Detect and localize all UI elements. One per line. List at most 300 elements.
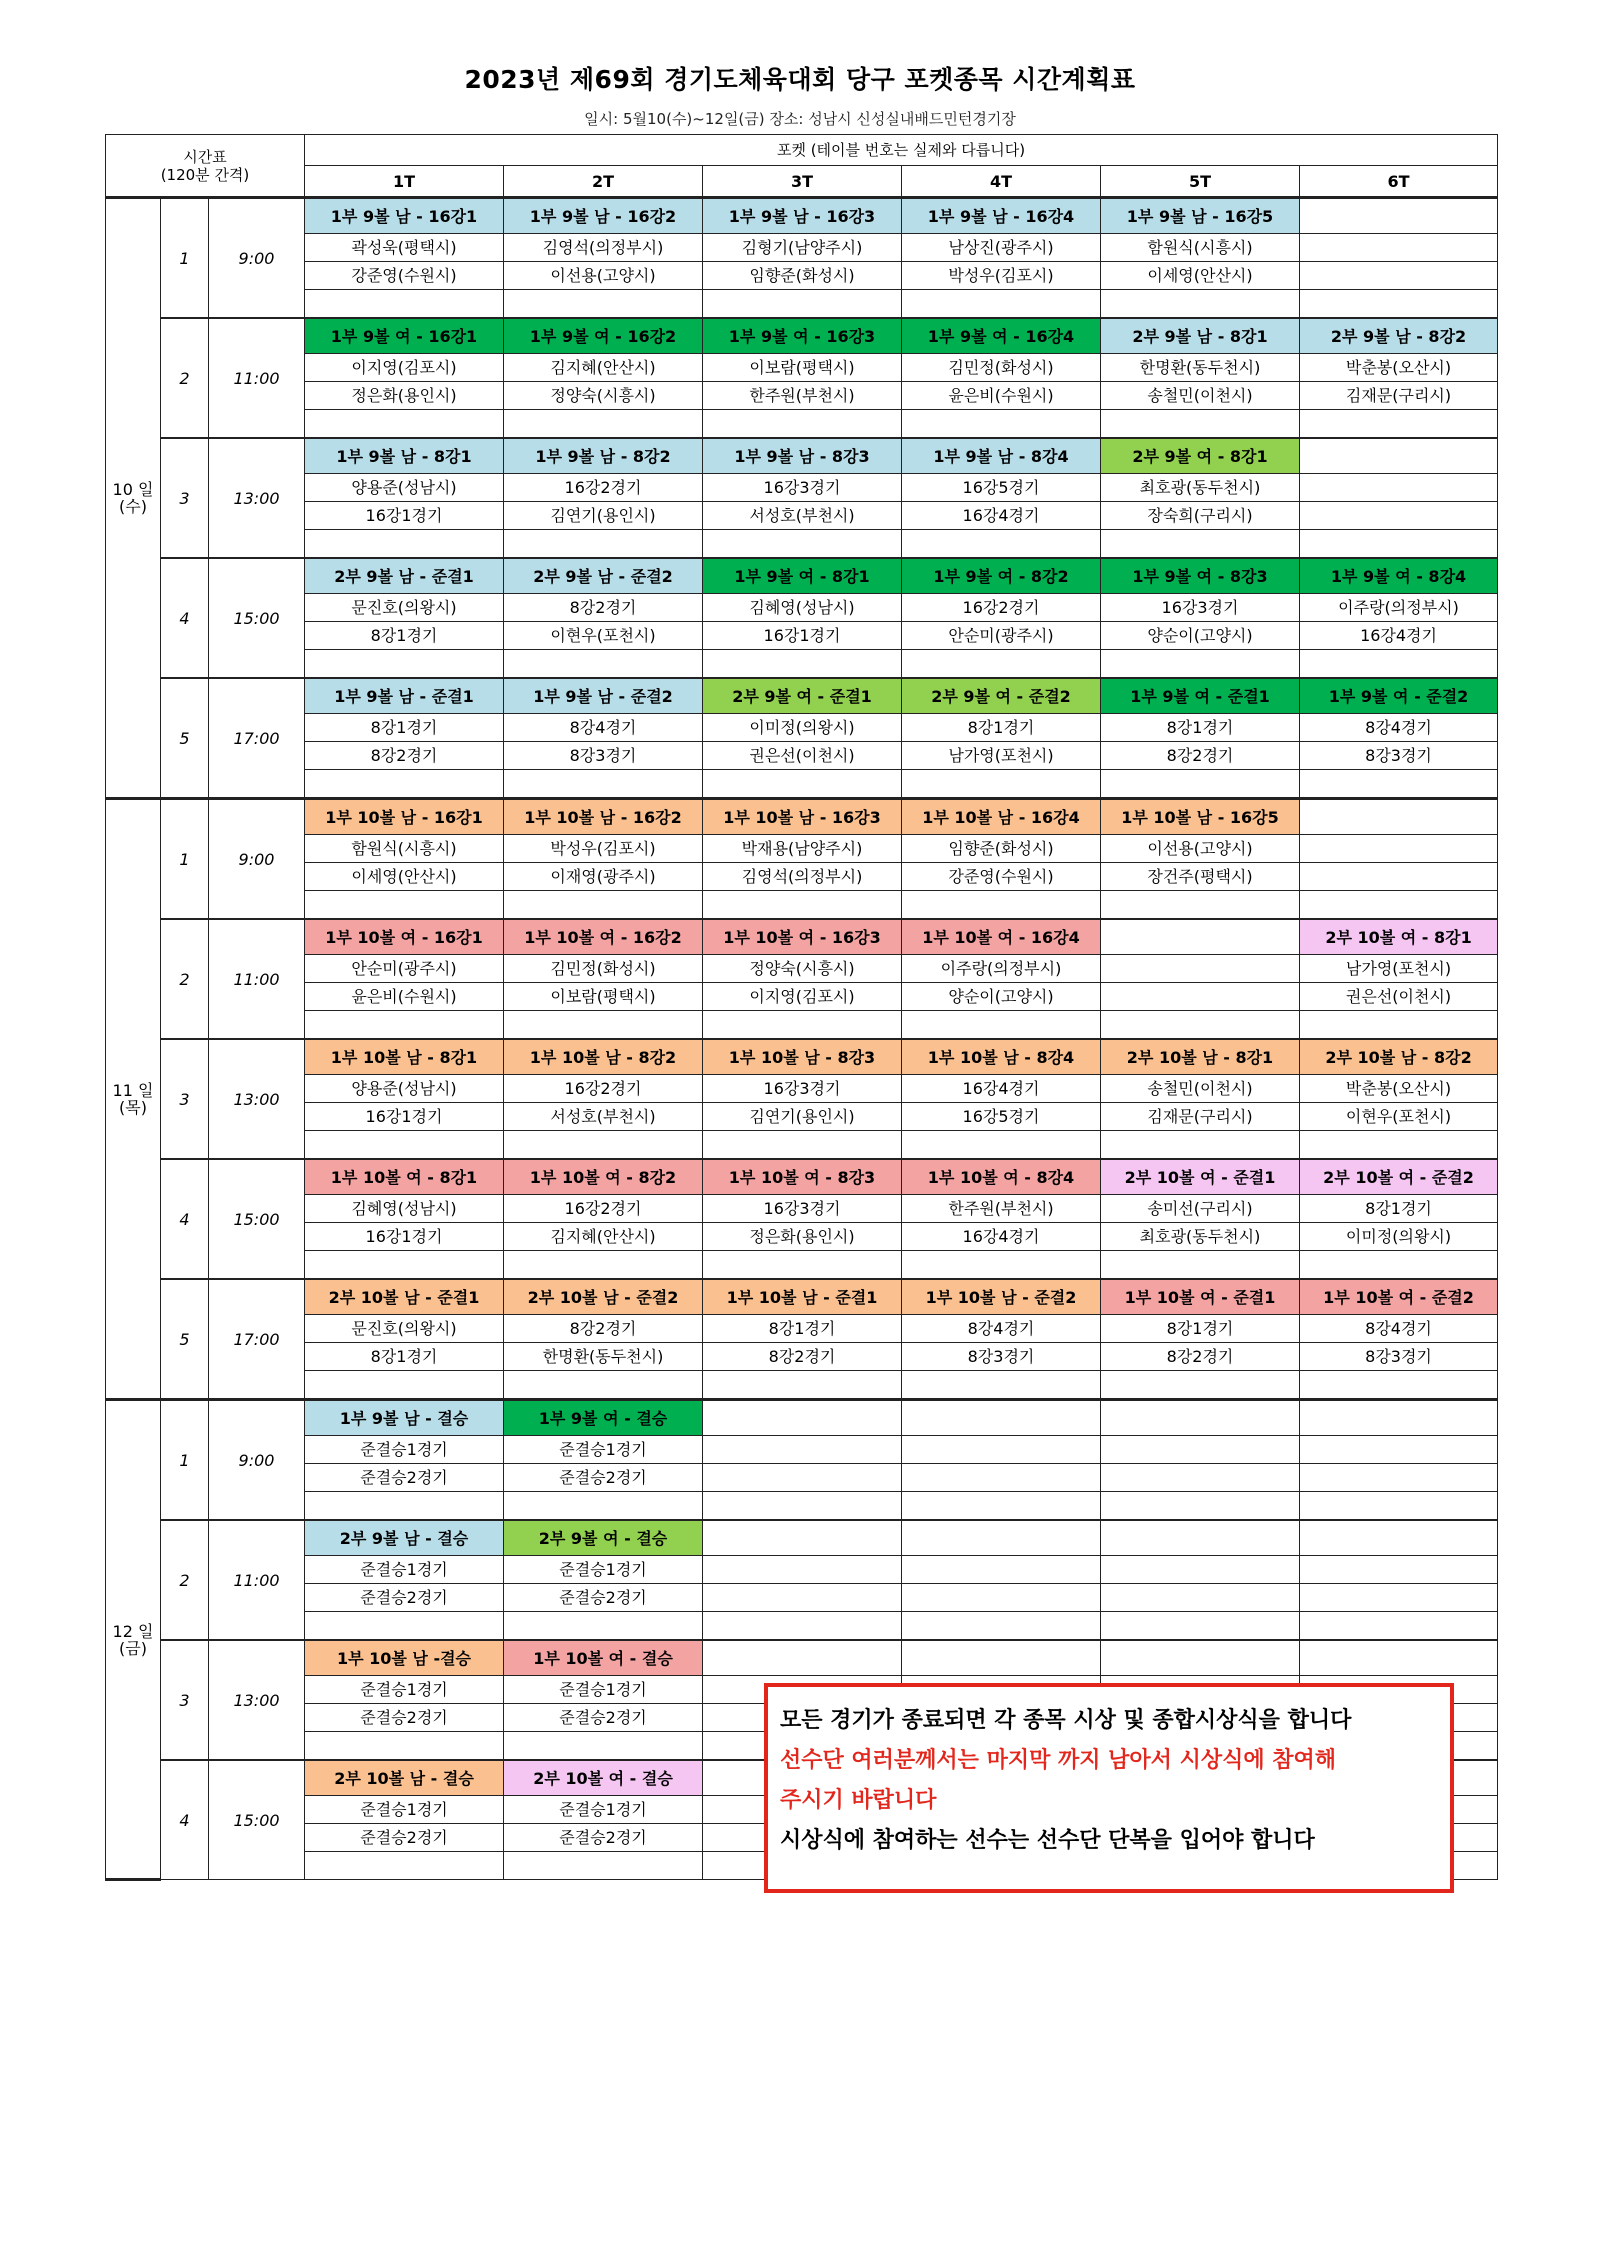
event-name: 1부 9볼 남 - 16강5 <box>1101 198 1300 234</box>
slot-number: 2 <box>161 1520 209 1640</box>
empty-cell <box>703 1251 902 1280</box>
empty-cell <box>1101 530 1300 559</box>
event-name: 1부 9볼 여 - 8강3 <box>1101 558 1300 594</box>
player-cell: 남가영(포천시) <box>1300 955 1498 983</box>
empty-cell <box>1101 1400 1300 1436</box>
event-name: 2부 9볼 남 - 8강2 <box>1300 318 1498 354</box>
spacer-row <box>106 1612 1498 1641</box>
empty-cell <box>1101 1584 1300 1612</box>
empty-cell <box>1101 1612 1300 1641</box>
slot-row <box>106 558 1498 594</box>
player-row <box>106 835 1498 863</box>
empty-cell <box>703 1584 902 1612</box>
empty-cell <box>902 1584 1101 1612</box>
event-name: 1부 10볼 남 - 8강1 <box>305 1039 504 1075</box>
pocket-header: 포켓 (테이블 번호는 실제와 다릅니다) <box>305 135 1498 166</box>
event-name: 2부 10볼 남 - 준결1 <box>305 1279 504 1315</box>
empty-cell <box>504 410 703 439</box>
player-cell: 8강4경기 <box>1300 1315 1498 1343</box>
empty-cell <box>703 1612 902 1641</box>
empty-cell <box>305 1131 504 1160</box>
player-cell: 장숙희(구리시) <box>1101 502 1300 530</box>
event-name: 1부 9볼 남 - 결승 <box>305 1400 504 1436</box>
player-cell: 박성우(김포시) <box>902 262 1101 290</box>
empty-cell <box>1300 502 1498 530</box>
empty-cell <box>902 770 1101 799</box>
player-row <box>106 1223 1498 1251</box>
empty-cell <box>1300 1011 1498 1040</box>
player-cell: 양용준(성남시) <box>305 474 504 502</box>
empty-cell <box>703 1371 902 1400</box>
empty-cell <box>1101 290 1300 319</box>
spacer-row <box>106 1251 1498 1280</box>
empty-cell <box>902 290 1101 319</box>
empty-cell <box>902 891 1101 920</box>
empty-cell <box>1300 530 1498 559</box>
slot-number: 2 <box>161 318 209 438</box>
player-cell: 16강5경기 <box>902 1103 1101 1131</box>
empty-cell <box>703 1464 902 1492</box>
empty-cell <box>1300 863 1498 891</box>
slot-number: 3 <box>161 438 209 558</box>
event-name: 1부 9볼 남 - 16강2 <box>504 198 703 234</box>
player-cell: 이보람(평택시) <box>504 983 703 1011</box>
player-cell: 송미선(구리시) <box>1101 1195 1300 1223</box>
player-cell: 이선용(고양시) <box>504 262 703 290</box>
empty-cell <box>902 1131 1101 1160</box>
player-cell: 정양숙(시흥시) <box>504 382 703 410</box>
empty-cell <box>902 1251 1101 1280</box>
spacer-row <box>106 1492 1498 1521</box>
table-header-1t: 1T <box>305 166 504 198</box>
player-cell: 16강2경기 <box>902 594 1101 622</box>
notice-line4: 시상식에 참여하는 선수는 선수단 단복을 입어야 합니다 <box>780 1828 1315 1853</box>
empty-cell <box>703 1556 902 1584</box>
event-name: 1부 9볼 여 - 16강2 <box>504 318 703 354</box>
slot-time: 9:00 <box>209 1400 305 1521</box>
player-cell: 박춘봉(오산시) <box>1300 354 1498 382</box>
event-name: 1부 10볼 남 - 8강4 <box>902 1039 1101 1075</box>
slot-row <box>106 919 1498 955</box>
event-name: 1부 10볼 여 - 준결1 <box>1101 1279 1300 1315</box>
event-name: 2부 9볼 남 - 준결1 <box>305 558 504 594</box>
empty-cell <box>703 1400 902 1436</box>
slot-number: 1 <box>161 198 209 319</box>
day-label: 10 일 (수) <box>106 198 161 799</box>
player-cell: 박춘봉(오산시) <box>1300 1075 1498 1103</box>
event-name: 1부 10볼 여 - 8강1 <box>305 1159 504 1195</box>
event-name: 1부 10볼 여 - 8강3 <box>703 1159 902 1195</box>
slot-number: 3 <box>161 1039 209 1159</box>
player-cell: 16강3경기 <box>1101 594 1300 622</box>
event-name: 1부 10볼 여 - 16강1 <box>305 919 504 955</box>
slot-time: 17:00 <box>209 1279 305 1400</box>
empty-cell <box>1101 1492 1300 1521</box>
player-row <box>106 863 1498 891</box>
player-cell: 16강2경기 <box>504 474 703 502</box>
slot-time: 13:00 <box>209 1039 305 1159</box>
player-cell: 8강2경기 <box>504 1315 703 1343</box>
empty-cell <box>703 1640 902 1676</box>
event-name: 1부 10볼 남 - 16강3 <box>703 799 902 835</box>
player-cell: 서성호(부천시) <box>703 502 902 530</box>
empty-cell <box>1300 835 1498 863</box>
empty-cell <box>1101 1464 1300 1492</box>
page-subtitle: 일시: 5월10(수)~12일(금) 장소: 성남시 신성실내배드민턴경기장 <box>584 110 1016 128</box>
event-name: 2부 9볼 여 - 결승 <box>504 1520 703 1556</box>
corner-line2: (120분 간격) <box>160 165 250 184</box>
player-cell: 준결승2경기 <box>504 1584 703 1612</box>
player-cell: 송철민(이천시) <box>1101 1075 1300 1103</box>
player-cell: 준결승1경기 <box>504 1556 703 1584</box>
player-row <box>106 1075 1498 1103</box>
player-cell: 준결승1경기 <box>305 1436 504 1464</box>
empty-cell <box>504 1732 703 1761</box>
empty-cell <box>1101 770 1300 799</box>
player-row <box>106 234 1498 262</box>
empty-cell <box>504 1852 703 1880</box>
player-cell: 16강2경기 <box>504 1075 703 1103</box>
player-cell: 김형기(남양주시) <box>703 234 902 262</box>
empty-cell <box>1101 1640 1300 1676</box>
event-name: 1부 9볼 여 - 결승 <box>504 1400 703 1436</box>
empty-cell <box>703 530 902 559</box>
event-name: 1부 10볼 여 - 16강2 <box>504 919 703 955</box>
event-name: 1부 10볼 여 - 16강4 <box>902 919 1101 955</box>
player-cell: 서성호(부천시) <box>504 1103 703 1131</box>
player-cell: 준결승1경기 <box>305 1556 504 1584</box>
empty-cell <box>1300 1131 1498 1160</box>
slot-row <box>106 1640 1498 1676</box>
player-row <box>106 1556 1498 1584</box>
player-cell: 이지영(김포시) <box>703 983 902 1011</box>
empty-cell <box>1300 438 1498 474</box>
player-cell: 8강3경기 <box>902 1343 1101 1371</box>
event-name: 1부 10볼 여 - 8강4 <box>902 1159 1101 1195</box>
empty-cell <box>504 770 703 799</box>
player-row <box>106 262 1498 290</box>
player-cell: 강준영(수원시) <box>902 863 1101 891</box>
player-cell: 양순이(고양시) <box>1101 622 1300 650</box>
player-cell: 권은선(이천시) <box>703 742 902 770</box>
empty-cell <box>504 891 703 920</box>
player-cell: 준결승2경기 <box>305 1704 504 1732</box>
player-cell: 함원식(시흥시) <box>1101 234 1300 262</box>
event-name: 1부 9볼 남 - 8강1 <box>305 438 504 474</box>
slot-number: 3 <box>161 1640 209 1760</box>
empty-cell <box>1300 198 1498 234</box>
player-cell: 이재영(광주시) <box>504 863 703 891</box>
empty-cell <box>1101 1251 1300 1280</box>
slot-time: 17:00 <box>209 678 305 799</box>
player-cell: 이지영(김포시) <box>305 354 504 382</box>
player-cell: 이주랑(의정부시) <box>1300 594 1498 622</box>
player-cell: 문진호(의왕시) <box>305 594 504 622</box>
empty-cell <box>1101 1011 1300 1040</box>
player-cell: 8강1경기 <box>305 1343 504 1371</box>
empty-cell <box>703 1520 902 1556</box>
empty-cell <box>902 1612 1101 1641</box>
empty-cell <box>1101 1131 1300 1160</box>
table-header-5t: 5T <box>1101 166 1300 198</box>
player-cell: 준결승2경기 <box>504 1704 703 1732</box>
player-cell: 16강1경기 <box>305 502 504 530</box>
empty-cell <box>1101 410 1300 439</box>
empty-cell <box>305 891 504 920</box>
empty-cell <box>305 1732 504 1761</box>
player-cell: 김연기(용인시) <box>504 502 703 530</box>
slot-row <box>106 198 1498 234</box>
slot-time: 15:00 <box>209 558 305 678</box>
player-cell: 김지혜(안산시) <box>504 354 703 382</box>
event-name: 1부 10볼 여 - 결승 <box>504 1640 703 1676</box>
event-name: 2부 9볼 남 - 8강1 <box>1101 318 1300 354</box>
player-cell: 안순미(광주시) <box>902 622 1101 650</box>
player-cell: 김민정(화성시) <box>504 955 703 983</box>
notice-line2: 선수단 여러분께서는 마지막 까지 남아서 시상식에 참여해 <box>780 1748 1337 1773</box>
empty-cell <box>305 1251 504 1280</box>
player-cell: 8강3경기 <box>504 742 703 770</box>
slot-time: 13:00 <box>209 1640 305 1760</box>
empty-cell <box>1101 919 1300 955</box>
player-cell: 한주원(부천시) <box>703 382 902 410</box>
player-cell: 윤은비(수원시) <box>305 983 504 1011</box>
empty-cell <box>504 1011 703 1040</box>
player-cell: 박성우(김포시) <box>504 835 703 863</box>
empty-cell <box>1101 1371 1300 1400</box>
player-cell: 정양숙(시흥시) <box>703 955 902 983</box>
empty-cell <box>1101 1436 1300 1464</box>
player-row <box>106 1343 1498 1371</box>
slot-time: 15:00 <box>209 1159 305 1279</box>
empty-cell <box>305 1492 504 1521</box>
event-name: 1부 9볼 여 - 8강4 <box>1300 558 1498 594</box>
empty-cell <box>1300 770 1498 799</box>
player-cell: 준결승1경기 <box>504 1676 703 1704</box>
empty-cell <box>305 1011 504 1040</box>
player-row <box>106 1436 1498 1464</box>
player-cell: 이현우(포천시) <box>1300 1103 1498 1131</box>
player-cell: 남가영(포천시) <box>902 742 1101 770</box>
event-name: 1부 10볼 남 - 준결2 <box>902 1279 1101 1315</box>
slot-row <box>106 318 1498 354</box>
event-name: 1부 10볼 남 - 16강1 <box>305 799 504 835</box>
spacer-row <box>106 410 1498 439</box>
event-name: 1부 10볼 여 - 16강3 <box>703 919 902 955</box>
player-cell: 김혜영(성남시) <box>305 1195 504 1223</box>
player-cell: 16강4경기 <box>902 1223 1101 1251</box>
player-row <box>106 1103 1498 1131</box>
player-cell: 준결승1경기 <box>504 1796 703 1824</box>
corner-line1: 시간표 <box>183 147 227 166</box>
event-name: 1부 10볼 남 - 16강4 <box>902 799 1101 835</box>
event-name: 2부 9볼 남 - 결승 <box>305 1520 504 1556</box>
player-row <box>106 1584 1498 1612</box>
empty-cell <box>1300 1371 1498 1400</box>
empty-cell <box>504 1371 703 1400</box>
player-cell: 8강4경기 <box>504 714 703 742</box>
empty-cell <box>1300 1584 1498 1612</box>
schedule-corner <box>106 135 305 198</box>
player-cell: 8강1경기 <box>1101 1315 1300 1343</box>
player-cell: 이미정(의왕시) <box>1300 1223 1498 1251</box>
player-cell: 8강1경기 <box>305 714 504 742</box>
player-row <box>106 955 1498 983</box>
player-cell: 16강1경기 <box>305 1103 504 1131</box>
player-cell: 8강4경기 <box>1300 714 1498 742</box>
empty-cell <box>305 1371 504 1400</box>
event-name: 2부 10볼 남 - 결승 <box>305 1760 504 1796</box>
event-name: 2부 10볼 여 - 준결2 <box>1300 1159 1498 1195</box>
player-cell: 8강2경기 <box>1101 742 1300 770</box>
empty-cell <box>305 650 504 679</box>
player-cell: 김연기(용인시) <box>703 1103 902 1131</box>
event-name: 1부 9볼 남 - 8강2 <box>504 438 703 474</box>
player-cell: 정은화(용인시) <box>703 1223 902 1251</box>
empty-cell <box>1300 1612 1498 1641</box>
empty-cell <box>902 1520 1101 1556</box>
empty-cell <box>703 1492 902 1521</box>
player-cell: 윤은비(수원시) <box>902 382 1101 410</box>
table-header-2t: 2T <box>504 166 703 198</box>
event-name: 2부 10볼 여 - 8강1 <box>1300 919 1498 955</box>
day-label: 12 일 (금) <box>106 1400 161 1880</box>
player-cell: 문진호(의왕시) <box>305 1315 504 1343</box>
player-cell: 준결승2경기 <box>504 1824 703 1852</box>
event-name: 1부 10볼 남 - 16강5 <box>1101 799 1300 835</box>
slot-number: 4 <box>161 558 209 678</box>
spacer-row <box>106 891 1498 920</box>
event-name: 1부 10볼 여 - 8강2 <box>504 1159 703 1195</box>
player-row <box>106 1464 1498 1492</box>
player-cell: 이세영(안산시) <box>305 863 504 891</box>
event-name: 2부 9볼 여 - 준결1 <box>703 678 902 714</box>
notice-line1: 모든 경기가 종료되면 각 종목 시상 및 종합시상식을 합니다 <box>780 1708 1352 1733</box>
event-name: 1부 9볼 남 - 16강1 <box>305 198 504 234</box>
player-cell: 권은선(이천시) <box>1300 983 1498 1011</box>
spacer-row <box>106 770 1498 799</box>
day-label: 11 일 (목) <box>106 799 161 1400</box>
empty-cell <box>504 530 703 559</box>
player-cell: 김재문(구리시) <box>1300 382 1498 410</box>
spacer-row <box>106 290 1498 319</box>
spacer-row <box>106 650 1498 679</box>
empty-cell <box>305 410 504 439</box>
player-cell: 8강1경기 <box>703 1315 902 1343</box>
player-cell: 이보람(평택시) <box>703 354 902 382</box>
player-row <box>106 502 1498 530</box>
empty-cell <box>1101 1556 1300 1584</box>
empty-cell <box>504 1131 703 1160</box>
slot-number: 1 <box>161 1400 209 1521</box>
event-name: 2부 10볼 남 - 8강2 <box>1300 1039 1498 1075</box>
empty-cell <box>703 891 902 920</box>
empty-cell <box>1300 262 1498 290</box>
slot-time: 9:00 <box>209 799 305 920</box>
empty-cell <box>1101 1520 1300 1556</box>
empty-cell <box>1300 1520 1498 1556</box>
player-cell: 8강4경기 <box>902 1315 1101 1343</box>
player-cell: 16강5경기 <box>902 474 1101 502</box>
empty-cell <box>902 1011 1101 1040</box>
player-cell: 준결승2경기 <box>504 1464 703 1492</box>
slot-number: 5 <box>161 678 209 799</box>
spacer-row <box>106 1371 1498 1400</box>
notice-line3: 주시기 바랍니다 <box>780 1788 937 1813</box>
table-header-3t: 3T <box>703 166 902 198</box>
empty-cell <box>504 650 703 679</box>
player-cell: 김영석(의정부시) <box>703 863 902 891</box>
player-cell: 김재문(구리시) <box>1101 1103 1300 1131</box>
player-cell: 준결승1경기 <box>504 1436 703 1464</box>
slot-time: 11:00 <box>209 1520 305 1640</box>
page-title: 2023년 제69회 경기도체육대회 당구 포켓종목 시간계획표 <box>464 65 1136 94</box>
table-header-4t: 4T <box>902 166 1101 198</box>
player-row <box>106 382 1498 410</box>
player-row <box>106 714 1498 742</box>
event-name: 1부 9볼 여 - 8강2 <box>902 558 1101 594</box>
empty-cell <box>1300 290 1498 319</box>
empty-cell <box>1300 1556 1498 1584</box>
event-name: 1부 9볼 여 - 16강4 <box>902 318 1101 354</box>
empty-cell <box>703 290 902 319</box>
empty-cell <box>1300 799 1498 835</box>
slot-row <box>106 1159 1498 1195</box>
player-cell: 8강1경기 <box>902 714 1101 742</box>
event-name: 2부 9볼 여 - 준결2 <box>902 678 1101 714</box>
empty-cell <box>902 650 1101 679</box>
slot-number: 5 <box>161 1279 209 1400</box>
empty-cell <box>1300 1492 1498 1521</box>
event-name: 1부 9볼 여 - 16강1 <box>305 318 504 354</box>
player-cell: 강준영(수원시) <box>305 262 504 290</box>
event-name: 2부 10볼 남 - 준결2 <box>504 1279 703 1315</box>
event-name: 2부 9볼 남 - 준결2 <box>504 558 703 594</box>
player-cell: 8강1경기 <box>1101 714 1300 742</box>
player-cell: 한명환(동두천시) <box>1101 354 1300 382</box>
empty-cell <box>504 1492 703 1521</box>
event-name: 2부 9볼 여 - 8강1 <box>1101 438 1300 474</box>
player-cell: 정은화(용인시) <box>305 382 504 410</box>
player-cell: 최호광(동두천시) <box>1101 474 1300 502</box>
event-name: 2부 10볼 남 - 8강1 <box>1101 1039 1300 1075</box>
slot-time: 15:00 <box>209 1760 305 1880</box>
player-cell: 함원식(시흥시) <box>305 835 504 863</box>
event-name: 1부 10볼 남 - 8강3 <box>703 1039 902 1075</box>
player-cell: 준결승2경기 <box>305 1464 504 1492</box>
player-cell: 곽성욱(평택시) <box>305 234 504 262</box>
slot-row <box>106 1039 1498 1075</box>
slot-row <box>106 1520 1498 1556</box>
event-name: 1부 10볼 남 - 16강2 <box>504 799 703 835</box>
empty-cell <box>902 1556 1101 1584</box>
event-name: 1부 9볼 남 - 8강3 <box>703 438 902 474</box>
player-cell: 임향준(화성시) <box>902 835 1101 863</box>
empty-cell <box>1300 234 1498 262</box>
empty-cell <box>902 1492 1101 1521</box>
spacer-row <box>106 1011 1498 1040</box>
player-cell: 준결승1경기 <box>305 1796 504 1824</box>
player-row <box>106 983 1498 1011</box>
empty-cell <box>1300 1640 1498 1676</box>
event-name: 1부 9볼 남 - 16강3 <box>703 198 902 234</box>
spacer-row <box>106 1131 1498 1160</box>
player-cell: 8강1경기 <box>305 622 504 650</box>
player-row <box>106 1315 1498 1343</box>
slot-number: 1 <box>161 799 209 920</box>
player-cell: 8강2경기 <box>703 1343 902 1371</box>
player-cell: 최호광(동두천시) <box>1101 1223 1300 1251</box>
